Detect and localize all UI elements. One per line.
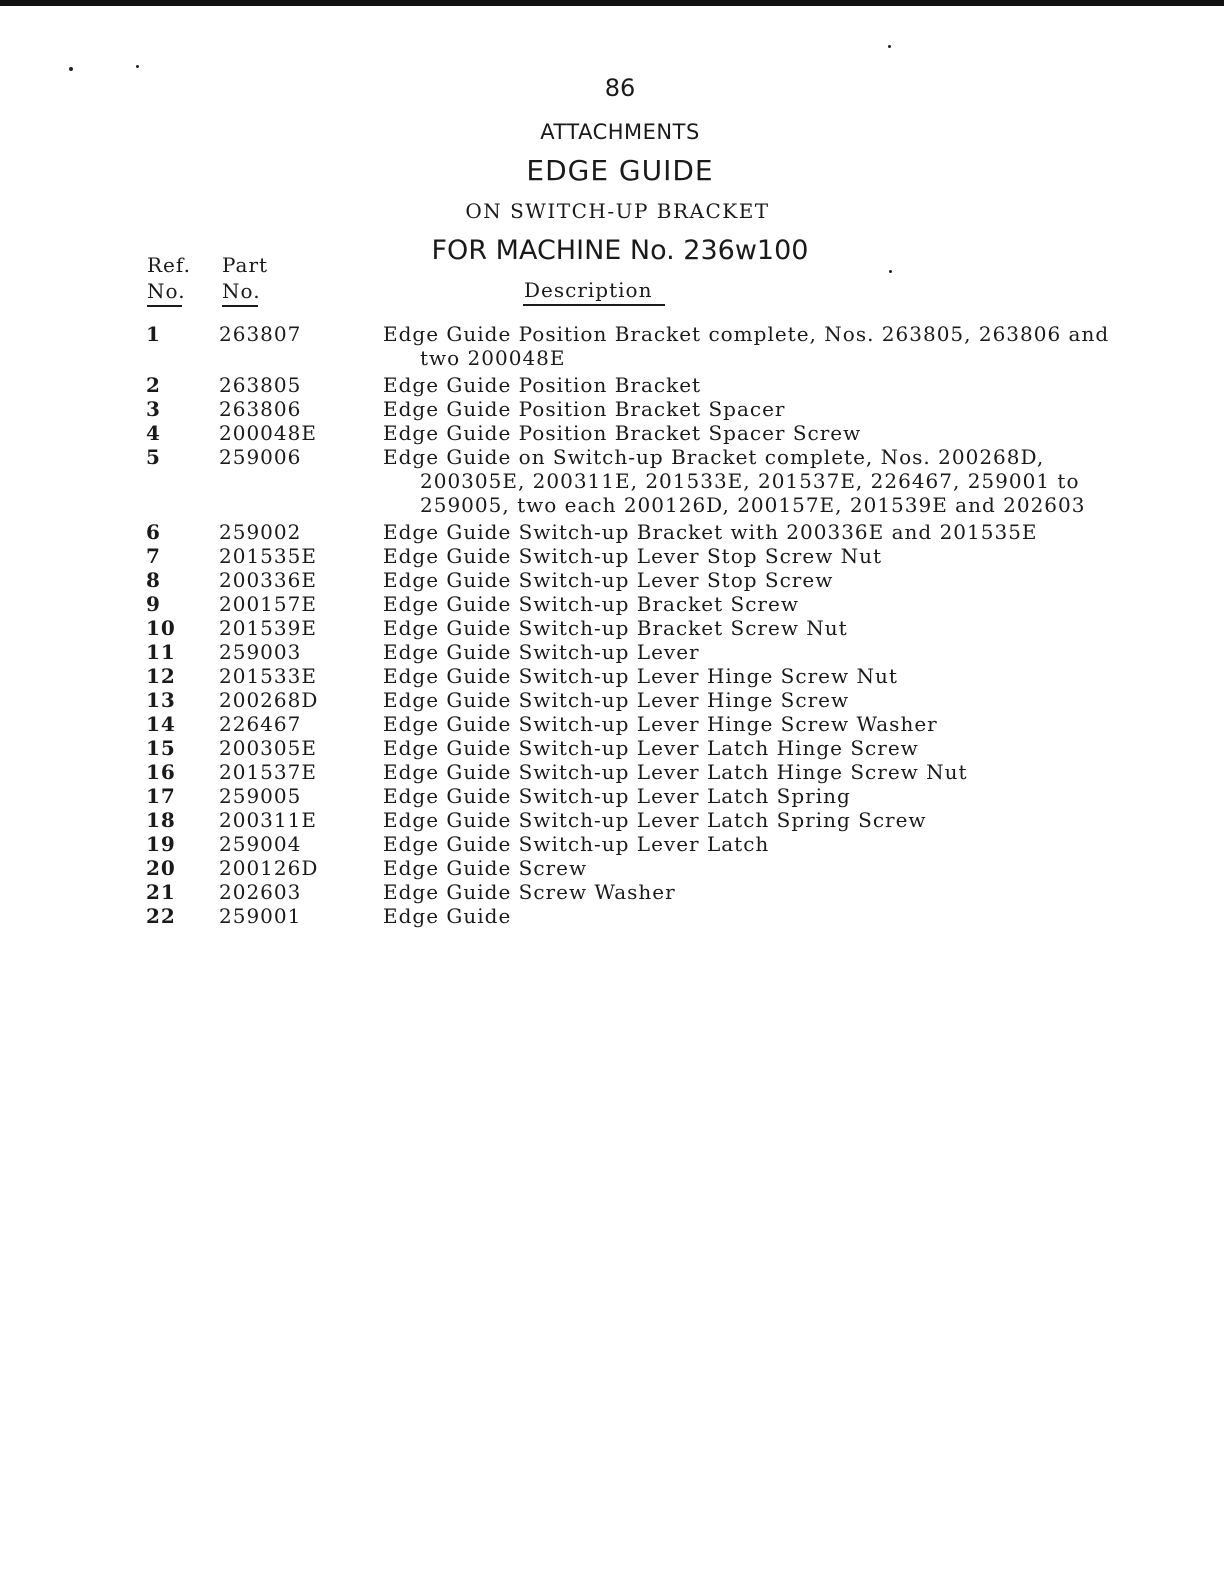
- part-description: Edge Guide Switch-up Lever Latch Hinge Screw: [383, 736, 919, 760]
- parts-row: [0, 322, 1224, 370]
- ref-number: 13: [146, 688, 176, 712]
- part-description: Edge Guide Switch-up Lever Hinge Screw Washer: [383, 712, 938, 736]
- ref-number: 17: [146, 784, 176, 808]
- ref-number: 22: [146, 904, 176, 928]
- ref-number: 10: [146, 616, 176, 640]
- part-description: Edge Guide Switch-up Bracket with 200336E and 201535E: [383, 520, 1038, 544]
- part-description: Edge Guide Switch-up Lever Hinge Screw: [383, 688, 850, 712]
- parts-row: [0, 568, 1224, 592]
- page-subtitle: ON SWITCH-UP BRACKET: [465, 199, 770, 223]
- part-description: Edge Guide Switch-up Lever Stop Screw Nut: [383, 544, 883, 568]
- part-number: 259004: [219, 832, 302, 856]
- ref-number: 2: [146, 373, 161, 397]
- ref-number: 16: [146, 760, 176, 784]
- part-number: 263806: [219, 397, 302, 421]
- parts-list: [0, 322, 1224, 928]
- scan-speck: [136, 65, 139, 68]
- part-number: 201539E: [219, 616, 317, 640]
- part-description: Edge Guide Switch-up Bracket Screw: [383, 592, 799, 616]
- part-number: 259002: [219, 520, 302, 544]
- ref-number: 9: [146, 592, 161, 616]
- part-description: Edge Guide Switch-up Lever Latch Spring: [383, 784, 851, 808]
- ref-number: 6: [146, 520, 161, 544]
- parts-row: [0, 397, 1224, 421]
- ref-number: 1: [146, 322, 161, 346]
- part-description: Edge Guide Position Bracket Spacer: [383, 397, 786, 421]
- ref-header-top: Ref.: [147, 253, 191, 277]
- part-number: 263805: [219, 373, 302, 397]
- part-description: Edge Guide Screw Washer: [383, 880, 676, 904]
- part-description: Edge Guide Screw: [383, 856, 588, 880]
- part-header-underline: [222, 305, 258, 307]
- ref-number: 8: [146, 568, 161, 592]
- parts-row: [0, 760, 1224, 784]
- part-number: 226467: [219, 712, 302, 736]
- ref-number: 3: [146, 397, 161, 421]
- part-description: Edge Guide Position Bracket Spacer Screw: [383, 421, 862, 445]
- part-header-top: Part: [222, 253, 269, 277]
- part-number: 259003: [219, 640, 302, 664]
- ref-number: 5: [146, 445, 161, 469]
- parts-row: [0, 736, 1224, 760]
- scan-speck: [889, 270, 892, 273]
- ref-number: 18: [146, 808, 176, 832]
- part-number: 201537E: [219, 760, 317, 784]
- parts-row: [0, 373, 1224, 397]
- parts-row: [0, 784, 1224, 808]
- ref-number: 14: [146, 712, 176, 736]
- scan-edge-bar: [0, 0, 1224, 6]
- part-description: Edge Guide Switch-up Lever Latch: [383, 832, 770, 856]
- part-number: 263807: [219, 322, 302, 346]
- part-description: Edge Guide Position Bracket complete, Nos. 263805, 263806 and two 200048E: [383, 322, 1110, 370]
- ref-number: 15: [146, 736, 176, 760]
- description-header-underline: [523, 304, 665, 306]
- part-description: Edge Guide Switch-up Lever Stop Screw: [383, 568, 834, 592]
- ref-number: 21: [146, 880, 176, 904]
- part-number: 200157E: [219, 592, 317, 616]
- part-description: Edge Guide Switch-up Bracket Screw Nut: [383, 616, 848, 640]
- page-title: EDGE GUIDE: [526, 154, 714, 187]
- parts-row: [0, 904, 1224, 928]
- part-description: Edge Guide Switch-up Lever Latch Hinge Screw Nut: [383, 760, 968, 784]
- parts-row: [0, 616, 1224, 640]
- part-number: 202603: [219, 880, 302, 904]
- ref-number: 19: [146, 832, 176, 856]
- part-number: 201535E: [219, 544, 317, 568]
- part-description: Edge Guide Switch-up Lever Latch Spring Screw: [383, 808, 927, 832]
- parts-row: [0, 808, 1224, 832]
- part-description: Edge Guide: [383, 904, 512, 928]
- parts-row: [0, 445, 1224, 517]
- part-description: Edge Guide on Switch-up Bracket complete, Nos. 200268D, 200305E, 200311E, 201533E, 201537E, 226467, 259001 to 259005, two each 200126D, 200157E, 201539E and 202603: [383, 445, 1086, 517]
- part-description: Edge Guide Switch-up Lever: [383, 640, 700, 664]
- scan-speck: [888, 45, 891, 48]
- page-number: 86: [604, 74, 636, 102]
- parts-row: [0, 544, 1224, 568]
- ref-number: 20: [146, 856, 176, 880]
- part-number: 200048E: [219, 421, 317, 445]
- parts-row: [0, 640, 1224, 664]
- part-number: 259005: [219, 784, 302, 808]
- ref-number: 7: [146, 544, 161, 568]
- parts-row: [0, 880, 1224, 904]
- parts-row: [0, 592, 1224, 616]
- part-number: 200126D: [219, 856, 319, 880]
- part-number: 200268D: [219, 688, 319, 712]
- part-header-bottom: No.: [222, 279, 261, 303]
- part-number: 200305E: [219, 736, 317, 760]
- part-number: 200311E: [219, 808, 317, 832]
- ref-number: 4: [146, 421, 161, 445]
- part-description: Edge Guide Position Bracket: [383, 373, 702, 397]
- machine-title: FOR MACHINE No. 236w100: [431, 235, 809, 266]
- parts-row: [0, 856, 1224, 880]
- ref-header-bottom: No.: [147, 279, 186, 303]
- part-number: 201533E: [219, 664, 317, 688]
- part-number: 259006: [219, 445, 302, 469]
- parts-row: [0, 688, 1224, 712]
- part-number: 259001: [219, 904, 302, 928]
- scan-speck: [69, 67, 73, 71]
- part-description: Edge Guide Switch-up Lever Hinge Screw Nut: [383, 664, 898, 688]
- parts-row: [0, 832, 1224, 856]
- ref-number: 12: [146, 664, 176, 688]
- ref-number: 11: [146, 640, 176, 664]
- parts-row: [0, 712, 1224, 736]
- section-label: ATTACHMENTS: [540, 120, 700, 144]
- parts-row: [0, 421, 1224, 445]
- ref-header-underline: [147, 305, 182, 307]
- description-header: Description: [524, 278, 653, 302]
- parts-row: [0, 664, 1224, 688]
- parts-row: [0, 520, 1224, 544]
- part-number: 200336E: [219, 568, 317, 592]
